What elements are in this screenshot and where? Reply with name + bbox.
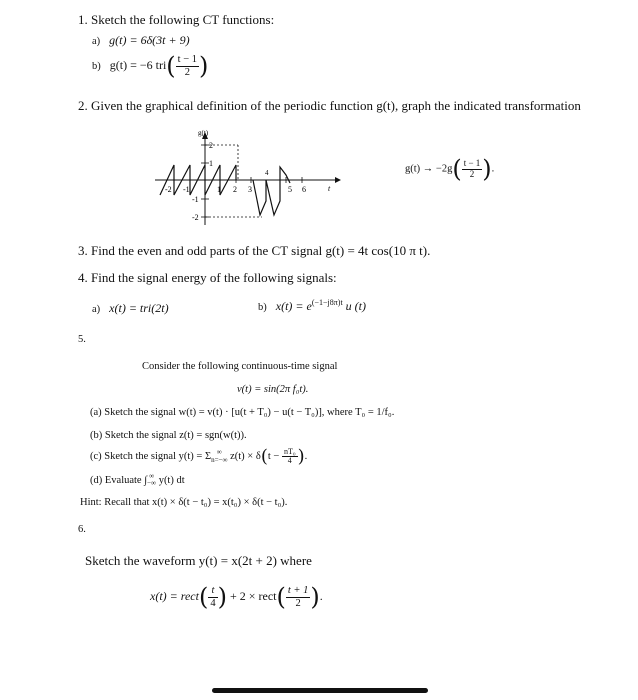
q6-number: 6. <box>78 524 86 535</box>
x-tick-label: 1 <box>217 185 221 194</box>
waveform-right <box>253 167 290 215</box>
y-axis-label: g(t) <box>198 129 209 137</box>
q5-hint: Hint: Recall that x(t) × δ(t − t₀) = x(t₀) × δ(t − t₀). <box>80 497 288 508</box>
q2-heading: 2. Given the graphical definition of the periodic function g(t), graph the indicated transformation <box>78 98 581 113</box>
q5b: (b) Sketch the signal z(t) = sgn(w(t)). <box>90 430 247 441</box>
x-tick-label: 3 <box>248 185 252 194</box>
q4a: a) x(t) = tri(2t) <box>92 301 169 315</box>
q4-heading: 4. Find the signal energy of the following signals: <box>78 270 337 285</box>
x-tick-label: 2 <box>233 185 237 194</box>
q5-signal: v(t) = sin(2π f₀t). <box>237 384 309 395</box>
x-tick-label: -1 <box>183 185 190 194</box>
x-tick-label: 5 <box>288 185 292 194</box>
q6-definition: x(t) = rect( $\frac{t}{4}$ ) + 2 × rect( $\frac{t + 1}{2}$ ). <box>150 583 323 611</box>
y-tick-label: 1 <box>209 159 213 168</box>
q1-heading: 1. Sketch the following CT functions: <box>78 12 275 27</box>
y-tick-label: -1 <box>192 195 199 204</box>
home-indicator[interactable] <box>212 688 428 693</box>
q5-intro: Consider the following continuous-time signal <box>142 361 338 372</box>
x-tick-label: 6 <box>302 185 306 194</box>
t-axis-arrow <box>335 177 341 183</box>
q1a: a) g(t) = 6δ(3t + 9) <box>92 33 190 47</box>
q1b: b) g(t) = −6 tri( $\frac{t - 1}{2}$ ) <box>92 52 209 80</box>
q3: 3. Find the even and odd parts of the CT signal g(t) = 4t cos(10 π t). <box>78 243 431 258</box>
q4b: b) $x(t) = e^{(-1-j8\pi)t}$ u (t) <box>258 298 366 313</box>
t-axis-label: t <box>328 184 331 193</box>
q2-transform: g(t) → −2g( $\frac{t - 1}{2}$ ). <box>405 155 495 183</box>
q5d: (d) Evaluate ∫ ∞ −∞ y(t) dt <box>90 472 185 488</box>
q6-text: Sketch the waveform y(t) = x(2t + 2) where <box>85 553 312 568</box>
q5a: (a) Sketch the signal w(t) = v(t) · [u(t + T₀) − u(t − T₀)], where T₀ = 1/f₀. <box>90 407 395 418</box>
q5c: (c) Sketch the signal y(t) = Σ ∞ n=−∞ z(t) × δ(t − $\frac{\text{nT₀}}{4}$ ). <box>90 446 308 467</box>
y-tick-label: 2 <box>209 141 213 150</box>
y-tick-label: -2 <box>192 213 199 222</box>
periodic-graph <box>150 125 350 230</box>
q5-number: 5. <box>78 334 86 345</box>
x-tick-label: -2 <box>165 185 172 194</box>
point-label: 4 <box>265 169 269 177</box>
